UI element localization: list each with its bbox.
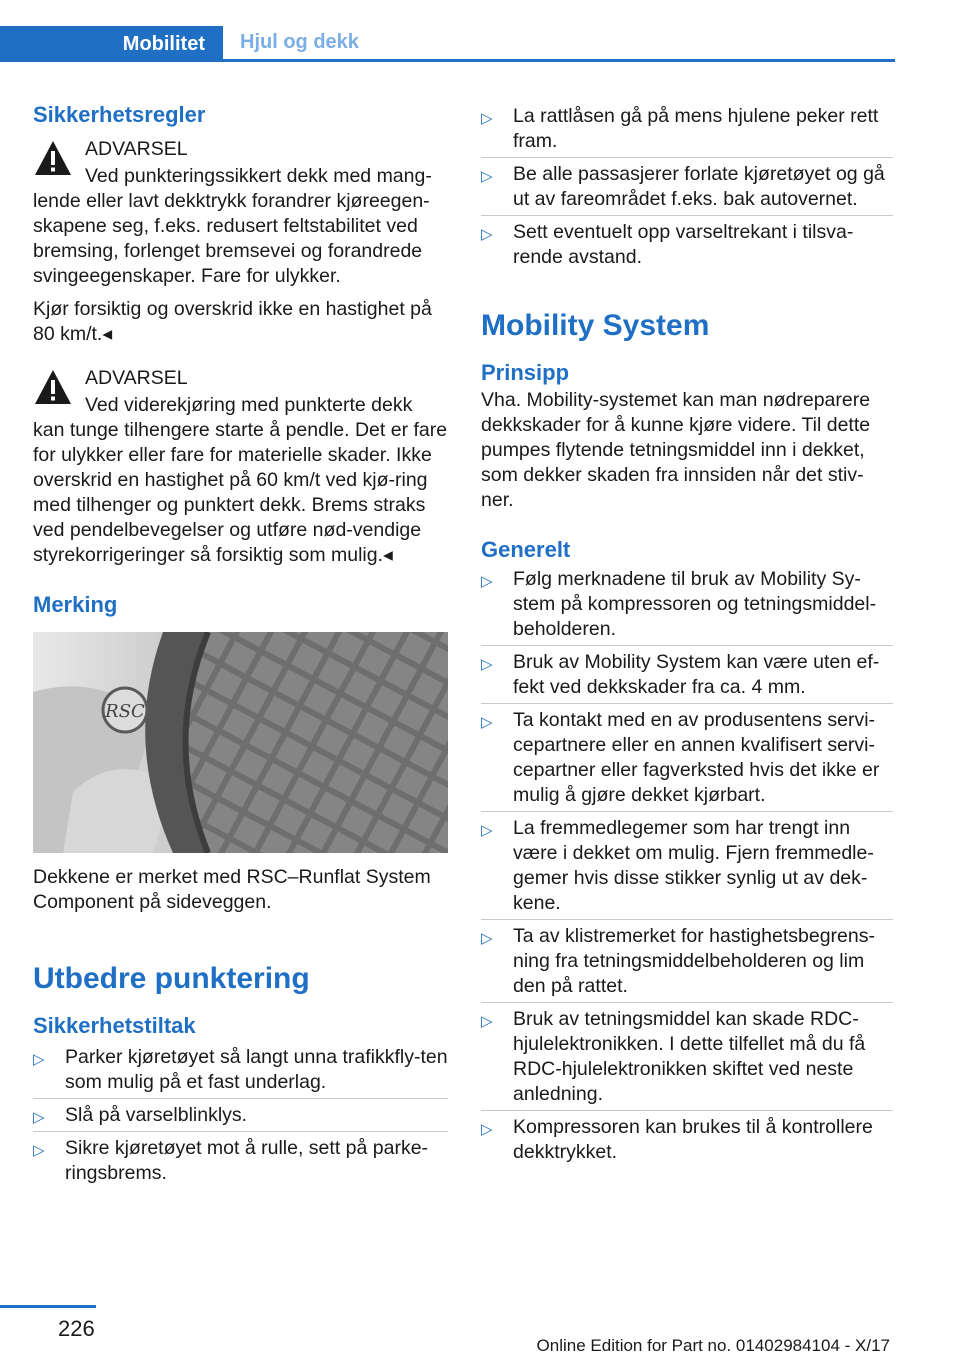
tire-rsc-photo: [33, 632, 448, 853]
page-number: 226: [58, 1316, 95, 1341]
triangle-bullet-icon: ▷: [33, 1109, 45, 1126]
footer-rule: [0, 1305, 96, 1308]
warning-label: ADVARSEL: [85, 138, 188, 160]
triangle-bullet-icon: ▷: [481, 1013, 493, 1030]
triangle-bullet-icon: ▷: [33, 1142, 45, 1159]
triangle-bullet-icon: ▷: [481, 656, 493, 673]
list-item: ▷ La rattlåsen gå på mens hjulene peker rett fram.: [481, 105, 879, 152]
triangle-bullet-icon: ▷: [481, 110, 493, 127]
right-column: [481, 104, 893, 1173]
safety-measures-heading: Sikkerhetstiltak: [33, 1013, 196, 1038]
warning-icon: [33, 138, 73, 178]
triangle-bullet-icon: ▷: [33, 1051, 45, 1068]
triangle-bullet-icon: ▷: [481, 714, 493, 731]
list-item: ▷ Bruk av Mobility System kan være uten ef-fekt ved dekkskader fra ca. 4 mm.: [481, 650, 893, 700]
general-list: [481, 567, 893, 1165]
list-item: ▷ Sett eventuelt opp varseltrekant i tilsva-rende avstand.: [481, 220, 893, 270]
triangle-bullet-icon: ▷: [481, 573, 493, 590]
warning-text: kan tunge tilhengere starte å pendle. Det er fare for ulykker eller fare for materielle skader. Ikke overskrid en hastighet på 60 km/t ved kjø-ring med tilhenger og punktert dekk. Brems straks ved pendelbevegelser og utføre nød-vendige styrekorrigeringer så forsiktig som mulig.◂: [33, 419, 448, 566]
warning-text-extra: Kjør forsiktig og overskrid ikke en hastighet på 80 km/t.◂: [33, 298, 432, 345]
warning-text-first: Ved punkteringssikkert dekk med mang-: [85, 165, 432, 187]
safety-rules-heading: Sikkerhetsregler: [33, 102, 206, 127]
list-item: ▷ Be alle passasjerer forlate kjøretøyet og gå ut av fareområdet f.eks. bak autovernet.: [481, 162, 893, 212]
safety-measures-list: [33, 1045, 448, 1186]
repair-flat-heading: Utbedre punktering: [33, 962, 310, 995]
list-item: ▷ Følg merknadene til bruk av Mobility Sy-stem på kompressoren og tetningsmiddel-beholderen.: [481, 568, 877, 640]
triangle-bullet-icon: ▷: [481, 822, 493, 839]
list-item: ▷ La fremmedlegemer som har trengt inn være i dekket om mulig. Fjern fremmedle-gemer hvis disse stikker synlig ut av dek-kene.: [481, 816, 893, 916]
list-item: ▷ Parker kjøretøyet så langt unna trafikkfly-ten som mulig på et fast underlag.: [33, 1046, 448, 1093]
warning-label: ADVARSEL: [85, 367, 188, 389]
list-item: ▷ Ta kontakt med en av produsentens servi-cepartnere eller en annen kvalifisert servi-cepartner eller fagverksted hvis det ikke er mulig å gjøre dekket kjørbart.: [481, 708, 893, 808]
principle-text: Vha. Mobility-systemet kan man nødreparere dekkskader for å kunne kjøre videre. Til dette pumpes flytende tetningsmiddel inn i dekket, som dekker skaden fra innsiden når det stiv-ner.: [481, 389, 871, 511]
list-item: ▷ Sikre kjøretøyet mot å rulle, sett på parke-ringsbrems.: [33, 1136, 448, 1186]
general-heading: Generelt: [481, 537, 571, 562]
principle-heading: Prinsipp: [481, 360, 570, 385]
warning-block-2: [33, 365, 448, 568]
triangle-bullet-icon: ▷: [481, 1121, 493, 1138]
edition-note: Online Edition for Part no. 01402984104 - X/17: [536, 1336, 890, 1355]
warning-block-1: [33, 136, 448, 347]
list-item: ▷ Bruk av tetningsmiddel kan skade RDC-hjulelektronikken. I dette tilfellet må du få RDC-hjulelektronikken skiftet ved neste anledning.: [481, 1007, 893, 1107]
safety-measures-list-continued: [481, 104, 893, 270]
list-item: ▷ Ta av klistremerket for hastighetsbegrens-ning fra tetningsmiddelbeholderen og lim den på rattet.: [481, 924, 893, 999]
warning-icon: [33, 367, 73, 407]
marking-heading: Merking: [33, 592, 118, 617]
header-rule: [0, 59, 895, 62]
list-item: ▷ Kompressoren kan brukes til å kontrollere dekktrykket.: [481, 1115, 893, 1165]
section-tab: Mobilitet: [0, 26, 223, 62]
left-column: [33, 100, 448, 1194]
triangle-bullet-icon: ▷: [481, 168, 493, 185]
subsection-tab: Hjul og dekk: [240, 31, 359, 53]
mobility-system-heading: Mobility System: [481, 309, 710, 342]
marking-caption: Dekkene er merket med RSC–Runflat System Component på sideveggen.: [33, 866, 431, 913]
page-header: [0, 26, 895, 62]
triangle-bullet-icon: ▷: [481, 226, 493, 243]
rsc-emblem-text: RSC: [105, 701, 145, 722]
triangle-bullet-icon: ▷: [481, 930, 493, 947]
warning-text-first: Ved viderekjøring med punkterte dekk: [85, 394, 413, 416]
list-item: ▷ Slå på varselblinklys.: [33, 1103, 448, 1128]
warning-text: lende eller lavt dekktrykk forandrer kjøreegen-skapene seg, f.eks. redusert feltstabilitet ved bremsing, forlenget bremsevei og forandrede svingeegenskaper. Fare for ulykker.: [33, 190, 430, 287]
